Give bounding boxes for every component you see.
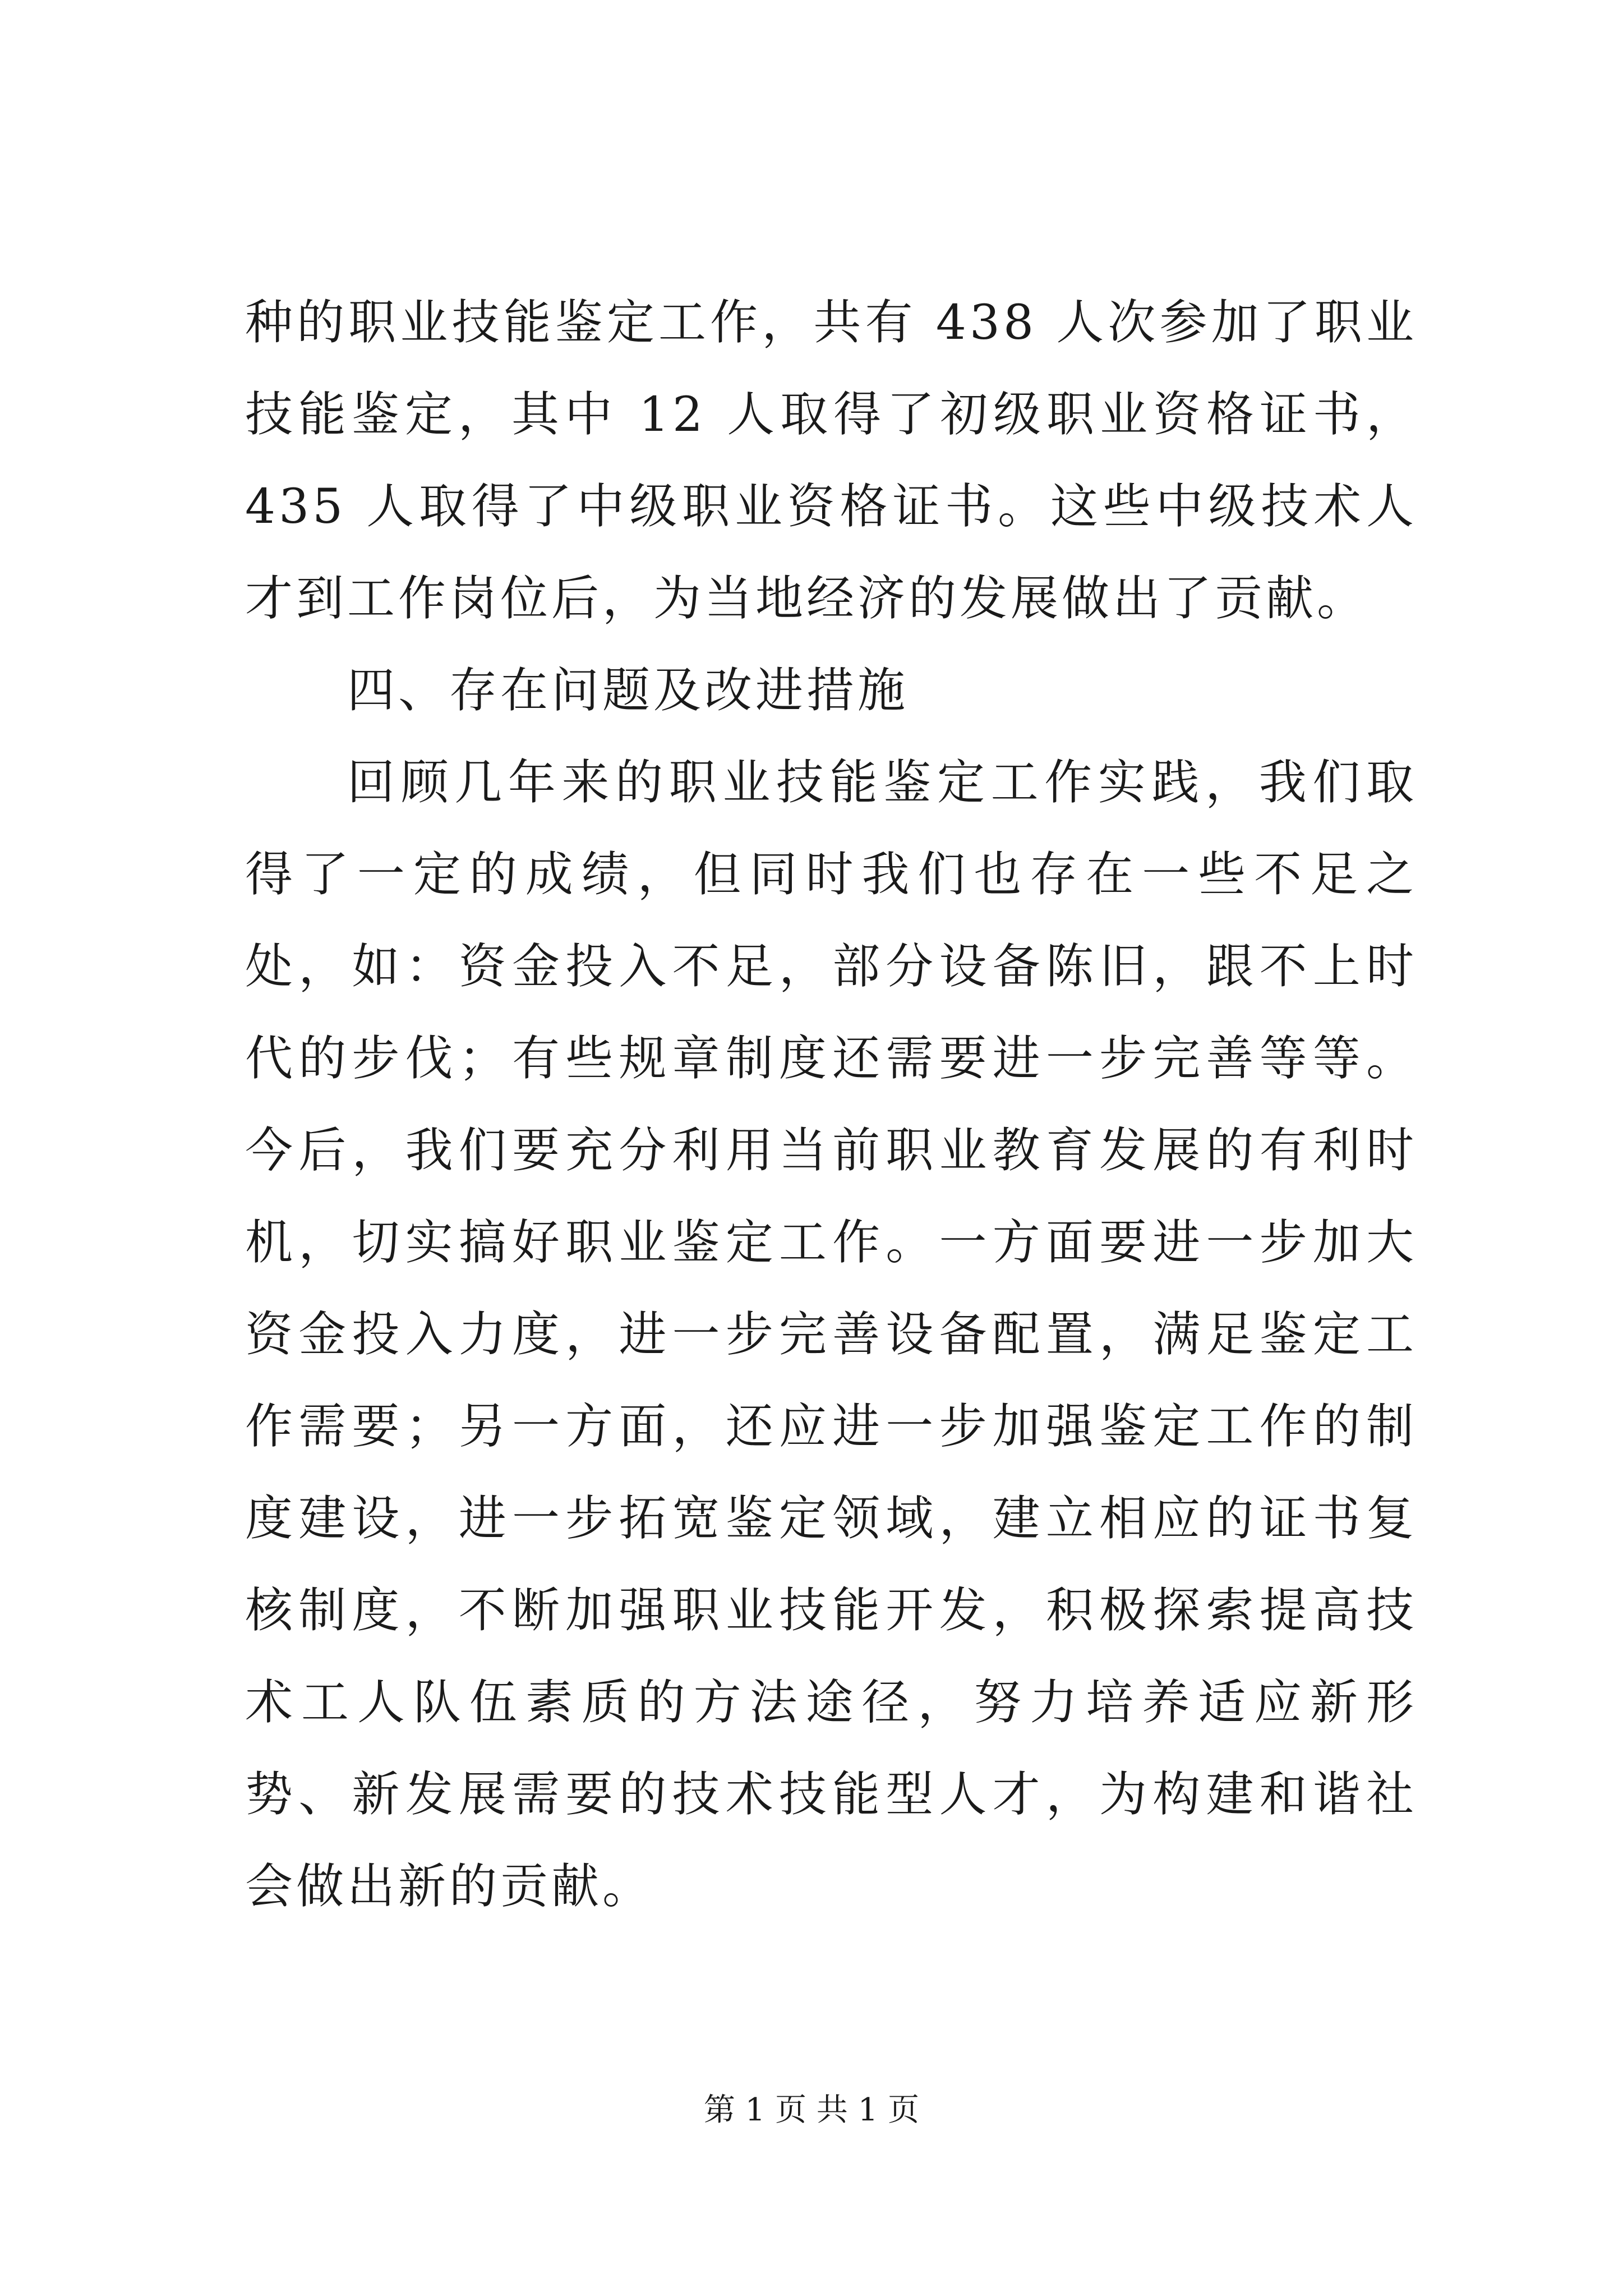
- paragraph-continuation: 种的职业技能鉴定工作，共有 438 人次参加了职业技能鉴定，其中 12 人取得了初级职业资格证书，435 人取得了中级职业资格证书。这些中级技术人才到工作岗位后，为当地经济的发展做出了贡献。: [245, 295, 1417, 627]
- page-footer: 第 1 页 共 1 页: [703, 2092, 920, 2128]
- paragraph-review: 回顾几年来的职业技能鉴定工作实践，我们取得了一定的成绩，但同时我们也存在一些不足之处，如：资金投入不足，部分设备陈旧，跟不上时代的步伐；有些规章制度还需要进一步完善等等。今后，我们要充分利用当前职业教育发展的有利时机，切实搞好职业鉴定工作。一方面要进一步加大资金投入力度，进一步完善设备配置，满足鉴定工作需要；另一方面，还应进一步加强鉴定工作的制度建设，进一步拓宽鉴定领域，建立相应的证书复核制度，不断加强职业技能开发，积极探索提高技术工人队伍素质的方法途径，努力培养适应新形势、新发展需要的技术技能型人才，为构建和谐社会做出新的贡献。: [245, 755, 1417, 1915]
- document-body: [245, 277, 1417, 1933]
- section-heading: 四、存在问题及改进措施: [347, 663, 909, 719]
